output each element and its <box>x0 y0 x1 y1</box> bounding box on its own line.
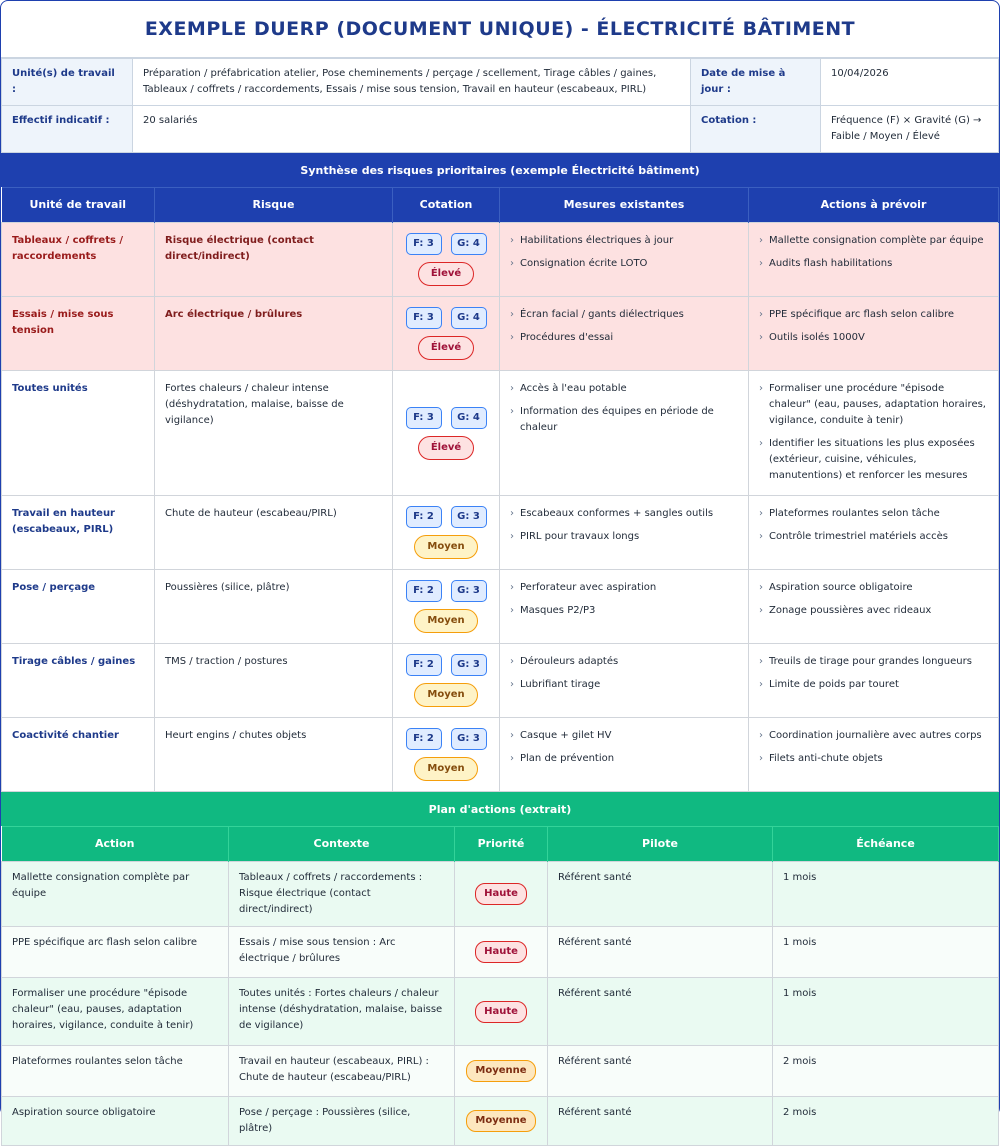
plan-action: Aspiration source obligatoire <box>2 1097 229 1146</box>
plan-contexte: Travail en hauteur (escabeaux, PIRL) : Chute de hauteur (escabeau/PIRL) <box>229 1046 455 1097</box>
risk-row <box>2 297 999 371</box>
action-item: › Outils isolés 1000V <box>759 330 988 346</box>
mesure-item: › Plan de prévention <box>510 751 738 767</box>
plan-contexte: Essais / mise sous tension : Arc électrique / brûlures <box>229 927 455 978</box>
cotation-pills <box>397 654 495 676</box>
cotation-pills <box>397 580 495 602</box>
priority-badge: Moyenne <box>466 1110 535 1132</box>
frequency-badge: F: 2 <box>406 506 442 528</box>
risk-unit: Pose / perçage <box>2 570 155 644</box>
plan-pilote: Référent santé <box>548 927 773 978</box>
actions-cell <box>749 297 999 371</box>
mesure-item: › Accès à l'eau potable <box>510 381 738 397</box>
plan-priorite-cell <box>455 1097 548 1146</box>
risk-cotation <box>393 371 500 496</box>
risk-name: Chute de hauteur (escabeau/PIRL) <box>155 496 393 570</box>
risk-cotation <box>393 297 500 371</box>
mesure-item: › Casque + gilet HV <box>510 728 738 744</box>
plan-table <box>1 826 999 1146</box>
plan-contexte: Tableaux / coffrets / raccordements : Risque électrique (contact direct/indirect) <box>229 862 455 927</box>
plan-echeance: 1 mois <box>773 862 999 927</box>
mesure-item: › Écran facial / gants diélectriques <box>510 307 738 323</box>
frequency-badge: F: 3 <box>406 233 442 255</box>
plan-header-2: Priorité <box>455 827 548 862</box>
priority-badge: Moyenne <box>466 1060 535 1082</box>
mesure-item: › Habilitations électriques à jour <box>510 233 738 249</box>
risk-unit: Travail en hauteur (escabeaux, PIRL) <box>2 496 155 570</box>
cotation-pills <box>397 506 495 528</box>
risk-unit: Tirage câbles / gaines <box>2 644 155 718</box>
mesures-cell <box>500 644 749 718</box>
level-badge: Élevé <box>418 436 474 460</box>
plan-row <box>2 1046 999 1097</box>
risk-row <box>2 718 999 792</box>
plan-header-3: Pilote <box>548 827 773 862</box>
risk-row <box>2 223 999 297</box>
synthese-title: Synthèse des risques prioritaires (exemple Électricité bâtiment) <box>1 153 999 187</box>
mesure-item: › Perforateur avec aspiration <box>510 580 738 596</box>
unites-value: Préparation / préfabrication atelier, Pose cheminements / perçage / scellement, Tirage câbles / gaines, Tableaux / coffrets / raccordements, Essais / mise sous tension, Travail en hauteur (escabeaux, PIRL) <box>133 59 691 106</box>
date-value: 10/04/2026 <box>821 59 999 106</box>
risk-unit: Essais / mise sous tension <box>2 297 155 371</box>
priority-badge: Haute <box>475 883 527 905</box>
actions-cell <box>749 570 999 644</box>
mesures-cell <box>500 297 749 371</box>
plan-priorite-cell <box>455 927 548 978</box>
risk-unit: Tableaux / coffrets / raccordements <box>2 223 155 297</box>
level-badge: Moyen <box>414 683 477 707</box>
risk-header-1: Risque <box>155 188 393 223</box>
plan-priorite-cell <box>455 862 548 927</box>
action-item: › Aspiration source obligatoire <box>759 580 988 596</box>
plan-echeance: 2 mois <box>773 1097 999 1146</box>
risk-header-0: Unité de travail <box>2 188 155 223</box>
gravity-badge: G: 3 <box>451 580 487 602</box>
mesure-item: › Masques P2/P3 <box>510 603 738 619</box>
risk-unit: Coactivité chantier <box>2 718 155 792</box>
cotation-pills <box>397 728 495 750</box>
plan-echeance: 2 mois <box>773 1046 999 1097</box>
risk-cotation <box>393 223 500 297</box>
risk-row <box>2 570 999 644</box>
mesure-item: › Lubrifiant tirage <box>510 677 738 693</box>
risk-name: Arc électrique / brûlures <box>155 297 393 371</box>
frequency-badge: F: 2 <box>406 580 442 602</box>
cotation-value: Fréquence (F) × Gravité (G) → Faible / Moyen / Élevé <box>821 106 999 153</box>
action-item: › Contrôle trimestriel matériels accès <box>759 529 988 545</box>
cotation-pills <box>397 233 495 255</box>
frequency-badge: F: 2 <box>406 654 442 676</box>
risk-cotation <box>393 644 500 718</box>
level-badge: Moyen <box>414 609 477 633</box>
mesure-item: › Information des équipes en période de chaleur <box>510 404 738 436</box>
gravity-badge: G: 3 <box>451 728 487 750</box>
plan-contexte: Toutes unités : Fortes chaleurs / chaleur intense (déshydratation, malaise, baisse de vigilance) <box>229 978 455 1046</box>
actions-cell <box>749 718 999 792</box>
gravity-badge: G: 4 <box>451 307 487 329</box>
plan-row <box>2 927 999 978</box>
unites-label: Unité(s) de travail : <box>2 59 133 106</box>
cotation-label: Cotation : <box>691 106 821 153</box>
mesure-item: › Dérouleurs adaptés <box>510 654 738 670</box>
effectif-label: Effectif indicatif : <box>2 106 133 153</box>
level-badge: Élevé <box>418 262 474 286</box>
mesures-cell <box>500 496 749 570</box>
cotation-pills <box>397 407 495 429</box>
mesure-item: › Consignation écrite LOTO <box>510 256 738 272</box>
risk-row <box>2 496 999 570</box>
plan-pilote: Référent santé <box>548 1046 773 1097</box>
plan-priorite-cell <box>455 978 548 1046</box>
risk-table <box>1 187 999 792</box>
gravity-badge: G: 4 <box>451 233 487 255</box>
risk-name: Risque électrique (contact direct/indirect) <box>155 223 393 297</box>
risk-header-4: Actions à prévoir <box>749 188 999 223</box>
action-item: › Mallette consignation complète par équipe <box>759 233 988 249</box>
plan-row <box>2 1097 999 1146</box>
effectif-value: 20 salariés <box>133 106 691 153</box>
plan-action: Formaliser une procédure "épisode chaleur" (eau, pauses, adaptation horaires, vigilance, conduite à tenir) <box>2 978 229 1046</box>
mesures-cell <box>500 223 749 297</box>
plan-pilote: Référent santé <box>548 1097 773 1146</box>
plan-priorite-cell <box>455 1046 548 1097</box>
frequency-badge: F: 3 <box>406 407 442 429</box>
mesures-cell <box>500 371 749 496</box>
plan-title: Plan d'actions (extrait) <box>1 792 999 826</box>
risk-name: Poussières (silice, plâtre) <box>155 570 393 644</box>
action-item: › Limite de poids par touret <box>759 677 988 693</box>
plan-row <box>2 862 999 927</box>
plan-contexte: Pose / perçage : Poussières (silice, plâtre) <box>229 1097 455 1146</box>
risk-cotation <box>393 496 500 570</box>
plan-header-0: Action <box>2 827 229 862</box>
frequency-badge: F: 2 <box>406 728 442 750</box>
action-item: › Plateformes roulantes selon tâche <box>759 506 988 522</box>
info-table <box>1 58 999 153</box>
action-item: › PPE spécifique arc flash selon calibre <box>759 307 988 323</box>
action-item: › Filets anti-chute objets <box>759 751 988 767</box>
level-badge: Élevé <box>418 336 474 360</box>
plan-action: Plateformes roulantes selon tâche <box>2 1046 229 1097</box>
risk-row <box>2 371 999 496</box>
action-item: › Formaliser une procédure "épisode chaleur" (eau, pauses, adaptation horaires, vigilance, conduite à tenir) <box>759 381 988 429</box>
risk-row <box>2 644 999 718</box>
action-item: › Coordination journalière avec autres corps <box>759 728 988 744</box>
gravity-badge: G: 3 <box>451 654 487 676</box>
cotation-pills <box>397 307 495 329</box>
date-label: Date de mise à jour : <box>691 59 821 106</box>
actions-cell <box>749 371 999 496</box>
plan-pilote: Référent santé <box>548 862 773 927</box>
priority-badge: Haute <box>475 1001 527 1023</box>
risk-cotation <box>393 570 500 644</box>
level-badge: Moyen <box>414 535 477 559</box>
actions-cell <box>749 644 999 718</box>
risk-name: Heurt engins / chutes objets <box>155 718 393 792</box>
gravity-badge: G: 4 <box>451 407 487 429</box>
mesures-cell <box>500 570 749 644</box>
frequency-badge: F: 3 <box>406 307 442 329</box>
priority-badge: Haute <box>475 941 527 963</box>
level-badge: Moyen <box>414 757 477 781</box>
action-item: › Zonage poussières avec rideaux <box>759 603 988 619</box>
plan-row <box>2 978 999 1046</box>
action-item: › Identifier les situations les plus exposées (extérieur, cuisine, véhicules, manutentions) et renforcer les mesures <box>759 436 988 484</box>
mesures-cell <box>500 718 749 792</box>
plan-header-1: Contexte <box>229 827 455 862</box>
risk-name: TMS / traction / postures <box>155 644 393 718</box>
mesure-item: › PIRL pour travaux longs <box>510 529 738 545</box>
plan-echeance: 1 mois <box>773 927 999 978</box>
risk-name: Fortes chaleurs / chaleur intense (déshydratation, malaise, baisse de vigilance) <box>155 371 393 496</box>
action-item: › Treuils de tirage pour grandes longueurs <box>759 654 988 670</box>
gravity-badge: G: 3 <box>451 506 487 528</box>
plan-header-4: Échéance <box>773 827 999 862</box>
actions-cell <box>749 496 999 570</box>
plan-action: Mallette consignation complète par équipe <box>2 862 229 927</box>
actions-cell <box>749 223 999 297</box>
mesure-item: › Procédures d'essai <box>510 330 738 346</box>
plan-pilote: Référent santé <box>548 978 773 1046</box>
plan-echeance: 1 mois <box>773 978 999 1046</box>
risk-header-3: Mesures existantes <box>500 188 749 223</box>
risk-unit: Toutes unités <box>2 371 155 496</box>
mesure-item: › Escabeaux conformes + sangles outils <box>510 506 738 522</box>
plan-action: PPE spécifique arc flash selon calibre <box>2 927 229 978</box>
action-item: › Audits flash habilitations <box>759 256 988 272</box>
risk-cotation <box>393 718 500 792</box>
page-title: EXEMPLE DUERP (DOCUMENT UNIQUE) - ÉLECTRICITÉ BÂTIMENT <box>1 1 999 58</box>
risk-header-2: Cotation <box>393 188 500 223</box>
